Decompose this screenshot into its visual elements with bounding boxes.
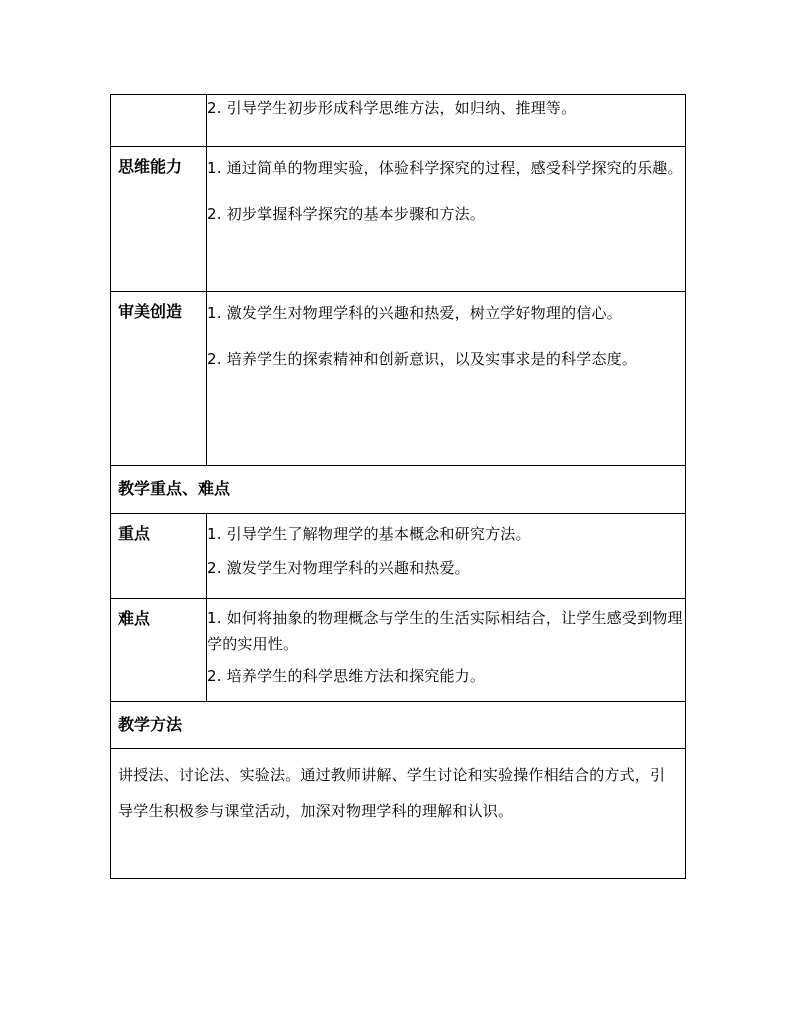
method-text: 讲授法、讨论法、实验法。通过教师讲解、学生讨论和实验操作相结合的方式，引导学生积极参与课堂活动，加深对物理学科的理解和认识。 (118, 766, 666, 820)
key-item: 1. 引导学生了解物理学的基本概念和研究方法。 (207, 525, 531, 543)
row-thinking (111, 147, 686, 292)
row-aesthetic (111, 292, 686, 466)
label-cell (111, 599, 207, 702)
content-cell (207, 95, 686, 147)
row-key-difficult-heading (111, 466, 686, 514)
lesson-plan-table (110, 94, 686, 879)
section-heading-cell (111, 466, 686, 514)
content-cell (207, 292, 686, 466)
label-cell (111, 514, 207, 599)
row-label-key: 重点 (118, 524, 151, 543)
content-cell (207, 147, 686, 292)
row-label-aesthetic: 审美创造 (118, 302, 183, 321)
section-title-method: 教学方法 (118, 715, 183, 734)
label-cell-empty (111, 95, 207, 147)
label-cell (111, 292, 207, 466)
difficult-item: 2. 培养学生的科学思维方法和探究能力。 (207, 667, 486, 685)
objective-item: 2. 培养学生的探索精神和创新意识，以及实事求是的科学态度。 (207, 350, 638, 368)
row-continuation (111, 95, 686, 147)
objective-item: 1. 通过简单的物理实验，体验科学探究的过程，感受科学探究的乐趣。 (207, 159, 683, 177)
row-method-heading (111, 702, 686, 749)
objective-item: 1. 激发学生对物理学科的兴趣和热爱，树立学好物理的信心。 (207, 304, 622, 322)
row-key-points (111, 514, 686, 599)
section-heading-cell (111, 702, 686, 749)
row-label-thinking: 思维能力 (118, 157, 183, 176)
row-difficult-points (111, 599, 686, 702)
key-item: 2. 激发学生对物理学科的兴趣和热爱。 (207, 559, 470, 577)
row-label-difficult: 难点 (118, 609, 151, 628)
row-method-text (111, 749, 686, 879)
objective-item: 2. 初步掌握科学探究的基本步骤和方法。 (207, 205, 486, 223)
objective-item: 2. 引导学生初步形成科学思维方法，如归纳、推理等。 (207, 99, 577, 117)
row-label (111, 95, 206, 105)
label-cell (111, 147, 207, 292)
difficult-item: 1. 如何将抽象的物理概念与学生的生活实际相结合，让学生感受到物理学的实用性。 (207, 609, 683, 653)
content-cell (207, 599, 686, 702)
method-text-cell (111, 749, 686, 879)
section-title-key-difficult: 教学重点、难点 (118, 479, 231, 498)
content-cell (207, 514, 686, 599)
